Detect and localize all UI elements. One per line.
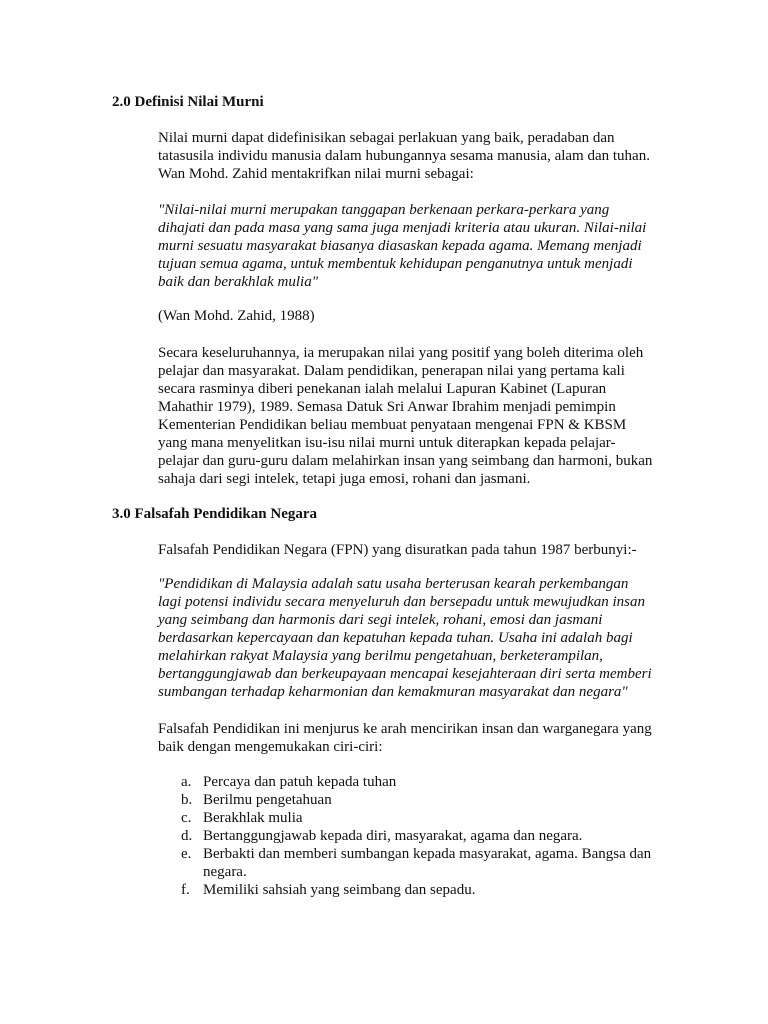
text-line: Kementerian Pendidikan beliau membuat penyataan mengenai FPN & KBSM — [158, 417, 627, 433]
quote-line: lagi potensi individu secara menyeluruh dan bersepadu untuk mewujudkan insan — [158, 594, 646, 610]
quote-line: yang seimbang dan harmonis dari segi intelek, rohani, emosi dan jasmani — [158, 612, 603, 628]
quote-line: "Nilai-nilai murni merupakan tanggapan berkenaan perkara-perkara yang — [158, 202, 610, 218]
section-2-heading: 2.0 Definisi Nilai Murni — [112, 94, 264, 110]
text-line: Falsafah Pendidikan Negara (FPN) yang disuratkan pada tahun 1987 berbunyi:- — [158, 542, 637, 558]
list-marker: f. — [181, 882, 190, 898]
quote-line: baik dan berakhlak mulia" — [158, 274, 319, 290]
section-3-quote — [158, 575, 678, 701]
text-line: pelajar dan masyarakat. Dalam pendidikan, penerapan nilai yang pertama kali — [158, 363, 625, 379]
list-marker: a. — [181, 774, 192, 790]
list-marker: c. — [181, 810, 192, 826]
section-3-heading: 3.0 Falsafah Pendidikan Negara — [112, 506, 318, 522]
text-line: Nilai murni dapat didefinisikan sebagai perlakuan yang baik, peradaban dan — [158, 130, 615, 146]
section-2-paragraph-1 — [158, 129, 678, 183]
list-item-text: Berbakti dan memberi sumbangan kepada masyarakat, agama. Bangsa dan — [203, 846, 652, 862]
text-line: pelajar dan guru-guru dalam melahirkan insan yang seimbang dan harmoni, bukan — [158, 453, 653, 469]
quote-line: bertanggungjawab dan berkeupayaan mencapai kesejahteraan diri serta memberi — [158, 666, 652, 682]
list-item-text: Berilmu pengetahuan — [203, 792, 332, 808]
quote-line: berdasarkan kepercayaan dan kepatuhan kepada tuhan. Usaha ini adalah bagi — [158, 630, 633, 646]
section-3-intro — [158, 541, 678, 559]
list-item-text: Memiliki sahsiah yang seimbang dan sepadu. — [203, 882, 476, 898]
section-2-citation — [158, 307, 678, 325]
list-item-text: Berakhlak mulia — [203, 810, 303, 826]
list-item — [181, 881, 681, 899]
text-line: secara rasminya diberi penekanan ialah melalui Lapuran Kabinet (Lapuran — [158, 381, 607, 397]
list-item-text: Percaya dan patuh kepada tuhan — [203, 774, 397, 790]
list-item-text: Bertanggungjawab kepada diri, masyarakat, agama dan negara. — [203, 828, 583, 844]
quote-line: dihajati dan pada masa yang sama juga menjadi kriteria atau ukuran. Nilai-nilai — [158, 220, 647, 236]
quote-line: murni sesuatu masyarakat biasanya diasaskan kepada agama. Memang menjadi — [158, 238, 642, 254]
text-line: Mahathir 1979), 1989. Semasa Datuk Sri Anwar Ibrahim menjadi pemimpin — [158, 399, 616, 415]
quote-line: melahirkan rakyat Malaysia yang berilmu pengetahuan, berketerampilan, — [158, 648, 603, 664]
list-marker: b. — [181, 792, 193, 808]
text-line: baik dengan mengemukakan ciri-ciri: — [158, 739, 383, 755]
text-line: Falsafah Pendidikan ini menjurus ke arah mencirikan insan dan warganegara yang — [158, 721, 652, 737]
quote-line: sumbangan terhadap keharmonian dan kemakmuran masyarakat dan negara" — [158, 684, 628, 700]
text-line: sahaja dari segi intelek, tetapi juga emosi, rohani dan jasmani. — [158, 471, 531, 487]
quote-line: tujuan semua agama, untuk membentuk kehidupan penganutnya untuk menjadi — [158, 256, 633, 272]
section-2-quote — [158, 201, 678, 291]
text-line: tatasusila individu manusia dalam hubungannya sesama manusia, alam dan tuhan. — [158, 148, 650, 164]
list-item — [181, 773, 681, 791]
text-line: yang mana menyelitkan isu-isu nilai murni untuk diterapkan kepada pelajar- — [158, 435, 616, 451]
quote-line: "Pendidikan di Malaysia adalah satu usaha berterusan kearah perkembangan — [158, 576, 629, 592]
list-item — [181, 809, 681, 827]
list-item-text: negara. — [203, 864, 247, 880]
list-marker: e. — [181, 846, 192, 862]
section-3-paragraph — [158, 720, 678, 756]
list-marker: d. — [181, 828, 193, 844]
list-item — [181, 791, 681, 809]
characteristics-list — [181, 773, 681, 899]
citation-text: (Wan Mohd. Zahid, 1988) — [158, 308, 315, 324]
list-item — [181, 845, 681, 881]
text-line: Secara keseluruhannya, ia merupakan nilai yang positif yang boleh diterima oleh — [158, 345, 644, 361]
section-2-paragraph-2 — [158, 344, 678, 488]
list-item — [181, 827, 681, 845]
text-line: Wan Mohd. Zahid mentakrifkan nilai murni sebagai: — [158, 166, 474, 182]
